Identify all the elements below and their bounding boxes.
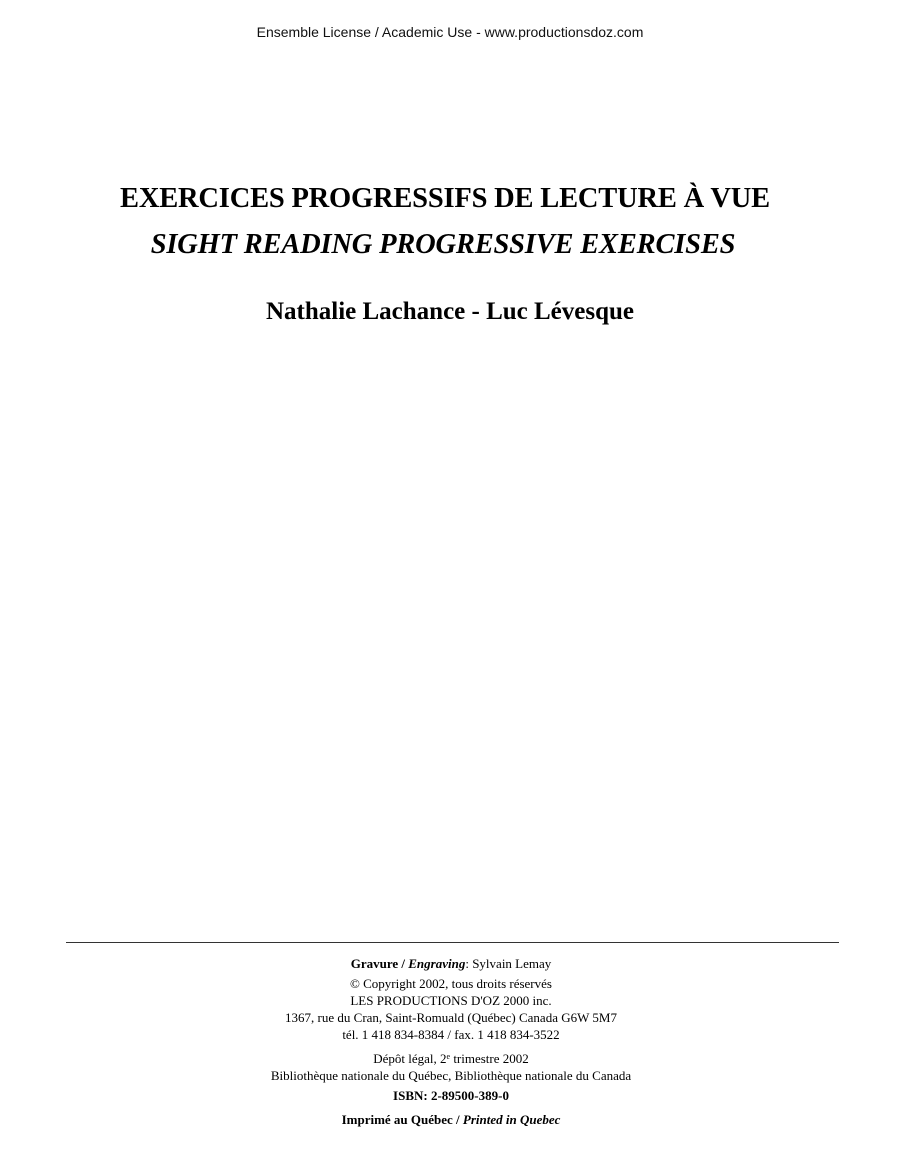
engraving-label-fr: Gravure xyxy=(350,956,399,971)
license-header: Ensemble License / Academic Use - www.productionsdoz.com xyxy=(256,24,644,40)
engraving-name: : Sylvain Lemay xyxy=(465,956,552,971)
phone-fax-line: tél. 1 418 834-8384 / fax. 1 418 834-3522 xyxy=(342,1027,560,1042)
publisher-line: LES PRODUCTIONS D'OZ 2000 inc. xyxy=(350,993,552,1008)
printed-en: Printed in Quebec xyxy=(462,1112,561,1127)
libraries-line: Bibliothèque nationale du Québec, Bibliothèque nationale du Canada xyxy=(270,1068,632,1083)
legal-deposit-superscript: e xyxy=(446,1052,451,1061)
isbn-line: ISBN: 2-89500-389-0 xyxy=(393,1088,509,1103)
title-french: EXERCICES PROGRESSIFS DE LECTURE À VUE xyxy=(120,183,770,214)
address-line: 1367, rue du Cran, Saint-Romuald (Québec) Canada G6W 5M7 xyxy=(285,1010,617,1025)
legal-deposit-prefix: Dépôt légal, 2 xyxy=(373,1051,447,1066)
engraving-credit xyxy=(0,955,900,972)
copyright-line: © Copyright 2002, tous droits réservés xyxy=(350,976,552,991)
title-english: SIGHT READING PROGRESSIVE EXERCISES xyxy=(150,229,736,260)
engraving-label-en: Engraving xyxy=(408,956,466,971)
printed-separator: / xyxy=(452,1112,463,1127)
footer-divider xyxy=(66,942,839,943)
printed-fr: Imprimé au Québec xyxy=(341,1112,453,1127)
legal-deposit-suffix: trimestre 2002 xyxy=(450,1051,529,1066)
legal-deposit-line xyxy=(0,1050,900,1067)
authors: Nathalie Lachance - Luc Lévesque xyxy=(265,298,635,325)
engraving-separator: / xyxy=(398,956,409,971)
credits-block xyxy=(0,955,900,1128)
printed-line xyxy=(0,1111,900,1128)
